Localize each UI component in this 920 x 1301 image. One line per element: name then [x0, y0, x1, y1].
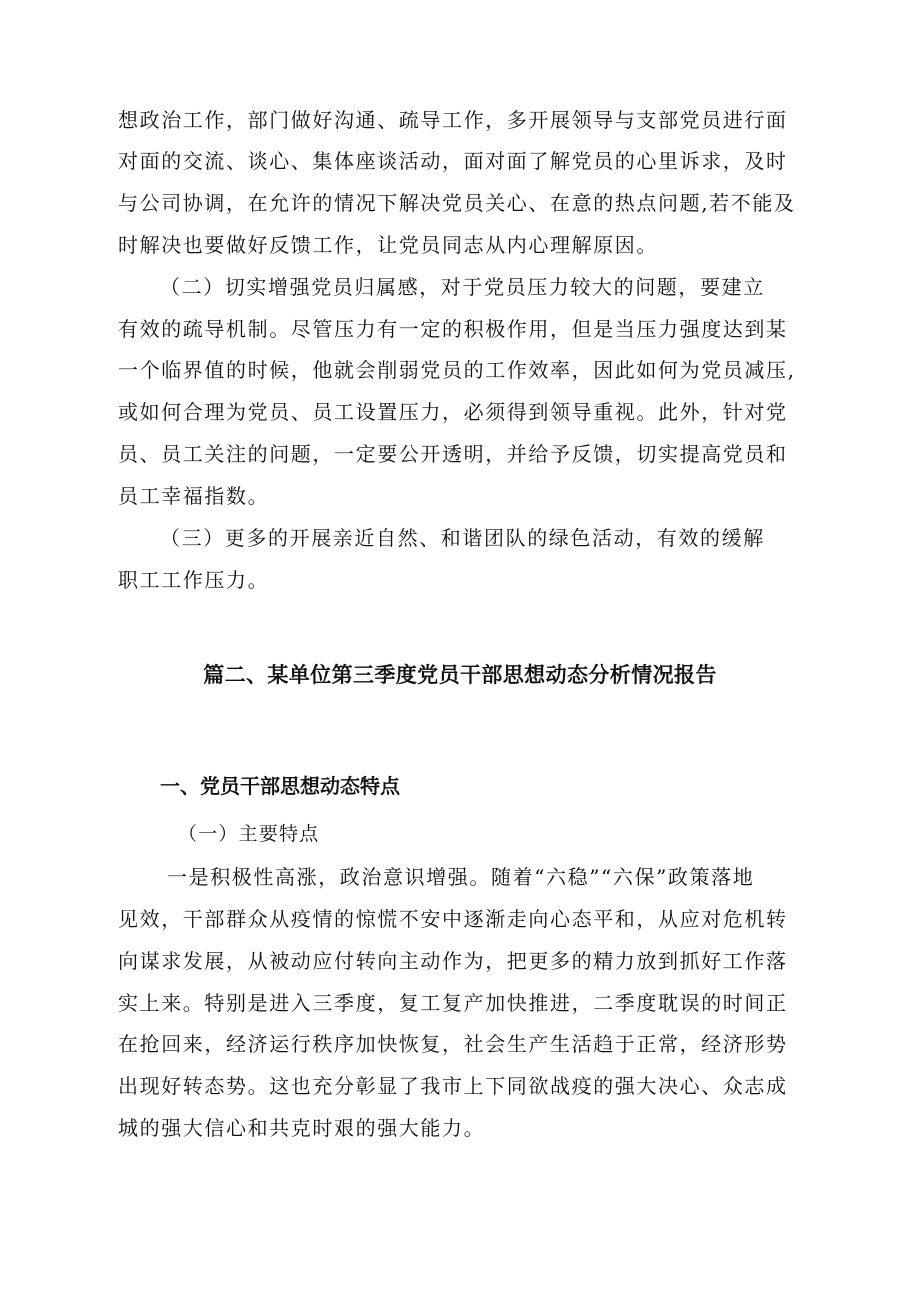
paragraph-line: 时解决也要做好反馈工作，让党员同志从内心理解原因。 — [118, 233, 658, 257]
paragraph-line: 对面的交流、谈心、集体座谈活动，面对面了解党员的心里诉求，及时 — [118, 149, 788, 173]
paragraph-line: 一是积极性高涨，政治意识增强。随着“六稳”“六保”政策落地 — [167, 865, 755, 889]
paragraph-line: 实上来。特别是进入三季度，复工复产加快推进，二季度耽误的时间正 — [118, 991, 788, 1015]
paragraph-line: 向谋求发展，从被动应付转向主动作为，把更多的精力放到抓好工作落 — [118, 949, 788, 973]
paragraph-line: 员工幸福指数。 — [118, 484, 270, 508]
paragraph-line: 想政治工作，部门做好沟通、疏导工作，多开展领导与支部党员进行面 — [118, 108, 788, 132]
paragraph-line: 出现好转态势。这也充分彰显了我市上下同欲战疫的强大决心、众志成 — [118, 1074, 788, 1098]
paragraph-line: 有效的疏导机制。尽管压力有一定的积极作用，但是当压力强度达到某 — [118, 317, 788, 341]
subheading: （一）主要特点 — [178, 823, 320, 845]
article-title: 篇二、某单位第三季度党员干部思想动态分析情况报告 — [203, 663, 717, 687]
paragraph-line: （二）切实增强党员归属感，对于党员压力较大的问题，要建立 — [160, 275, 765, 299]
paragraph-line: 一个临界值的时候，他就会削弱党员的工作效率，因此如何为党员减压, — [118, 358, 796, 382]
paragraph-line: 职工工作压力。 — [118, 568, 270, 592]
paragraph-line: 城的强大信心和共克时艰的强大能力。 — [118, 1116, 486, 1140]
paragraph-line: 与公司协调，在允许的情况下解决党员关心、在意的热点问题,若不能及 — [118, 191, 796, 215]
paragraph-line: 见效，干部群众从疫情的惊慌不安中逐渐走向心态平和，从应对危机转 — [118, 907, 788, 931]
section-heading: 一、党员干部思想动态特点 — [160, 774, 400, 798]
paragraph-line: 员、员工关注的问题，一定要公开透明，并给予反馈，切实提高党员和 — [118, 442, 788, 466]
paragraph-line: （三）更多的开展亲近自然、和谐团队的绿色活动，有效的缓解 — [160, 526, 765, 550]
paragraph-line: 或如何合理为党员、员工设置压力，必须得到领导重视。此外，针对党 — [118, 400, 788, 424]
paragraph-line: 在抢回来，经济运行秩序加快恢复，社会生产生活趋于正常，经济形势 — [118, 1032, 788, 1056]
